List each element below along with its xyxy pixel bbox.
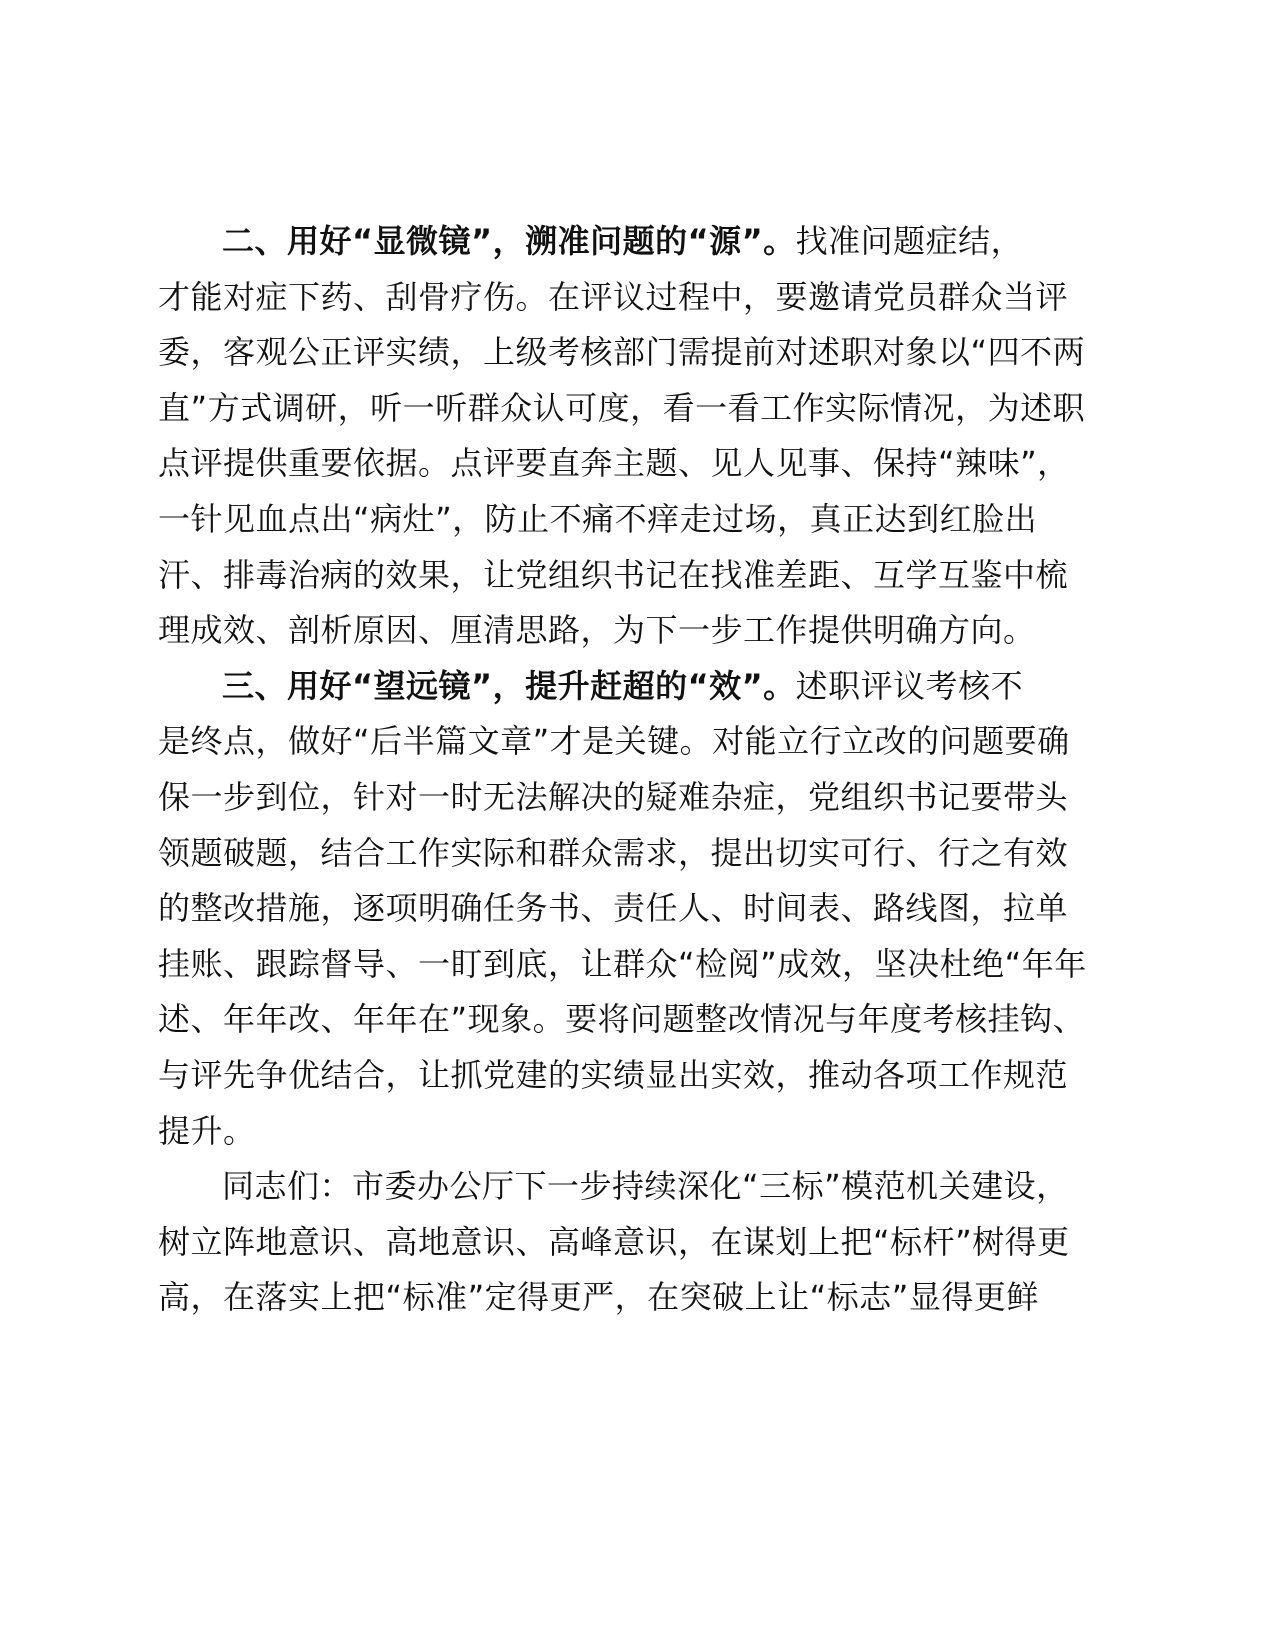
- paragraph-line: 树立阵地意识、高地意识、高峰意识，在谋划上把“标杆”树得更: [158, 1222, 1070, 1261]
- paragraph-microscope: [158, 214, 1086, 659]
- paragraph-line: 同志们：市委办公厅下一步持续深化“三标”模范机关建设，: [222, 1167, 1069, 1206]
- paragraph-line: [158, 659, 1070, 715]
- paragraph-line: 提升。: [158, 1111, 256, 1150]
- paragraph-line: 领题破题，结合工作实际和群众需求，提出切实可行、行之有效: [158, 833, 1069, 872]
- paragraph-closing: [158, 1159, 1070, 1326]
- paragraph-line: 的整改措施，逐项明确任务书、责任人、时间表、路线图，拉单: [158, 889, 1069, 928]
- paragraph-line: 保一步到位，针对一时无法解决的疑难杂症，党组织书记要带头: [158, 777, 1069, 816]
- paragraph-line: 与评先争优结合，让抓党建的实绩显出实效，推动各项工作规范: [158, 1055, 1069, 1094]
- section-heading-telescope: 三、用好“望远镜”，提升赶超的“效”。: [222, 666, 796, 705]
- paragraph-line: 点评提供重要依据。点评要直奔主题、见人见事、保持“辣味”，: [158, 444, 1070, 483]
- paragraph-telescope: [158, 659, 1087, 1159]
- paragraph-line: 理成效、剖析原因、厘清思路，为下一步工作提供明确方向。: [158, 611, 1036, 650]
- paragraph-text: 述职评议考核不: [795, 666, 1024, 705]
- document-body: [158, 214, 1087, 1326]
- paragraph-line: 直”方式调研，听一听群众认可度，看一看工作实际情况，为述职: [158, 388, 1086, 427]
- paragraph-line: 委，客观公正评实绩，上级考核部门需提前对述职对象以“四不两: [158, 333, 1086, 372]
- paragraph-line: 述、年年改、年年在”现象。要将问题整改情况与年度考核挂钩、: [158, 1000, 1086, 1039]
- section-heading-microscope: 二、用好“显微镜”，溯准问题的“源”。: [222, 222, 796, 260]
- paragraph-line: 高，在落实上把“标准”定得更严，在突破上让“标志”显得更鲜: [158, 1278, 1039, 1317]
- paragraph-line: 挂账、跟踪督导、一盯到底，让群众“检阅”成效，坚决杜绝“年年: [158, 944, 1087, 983]
- paragraph-line: 是终点，做好“后半篇文章”才是关键。对能立行立改的问题要确: [158, 722, 1070, 761]
- paragraph-line: 一针见血点出“病灶”，防止不痛不痒走过场，真正达到红脸出: [158, 499, 1038, 538]
- paragraph-line: [158, 214, 1070, 270]
- paragraph-text: 找准问题症结，: [795, 222, 1024, 260]
- paragraph-line: 才能对症下药、刮骨疗伤。在评议过程中，要邀请党员群众当评: [158, 277, 1069, 316]
- paragraph-line: 汗、排毒治病的效果，让党组织书记在找准差距、互学互鉴中梳: [158, 555, 1069, 594]
